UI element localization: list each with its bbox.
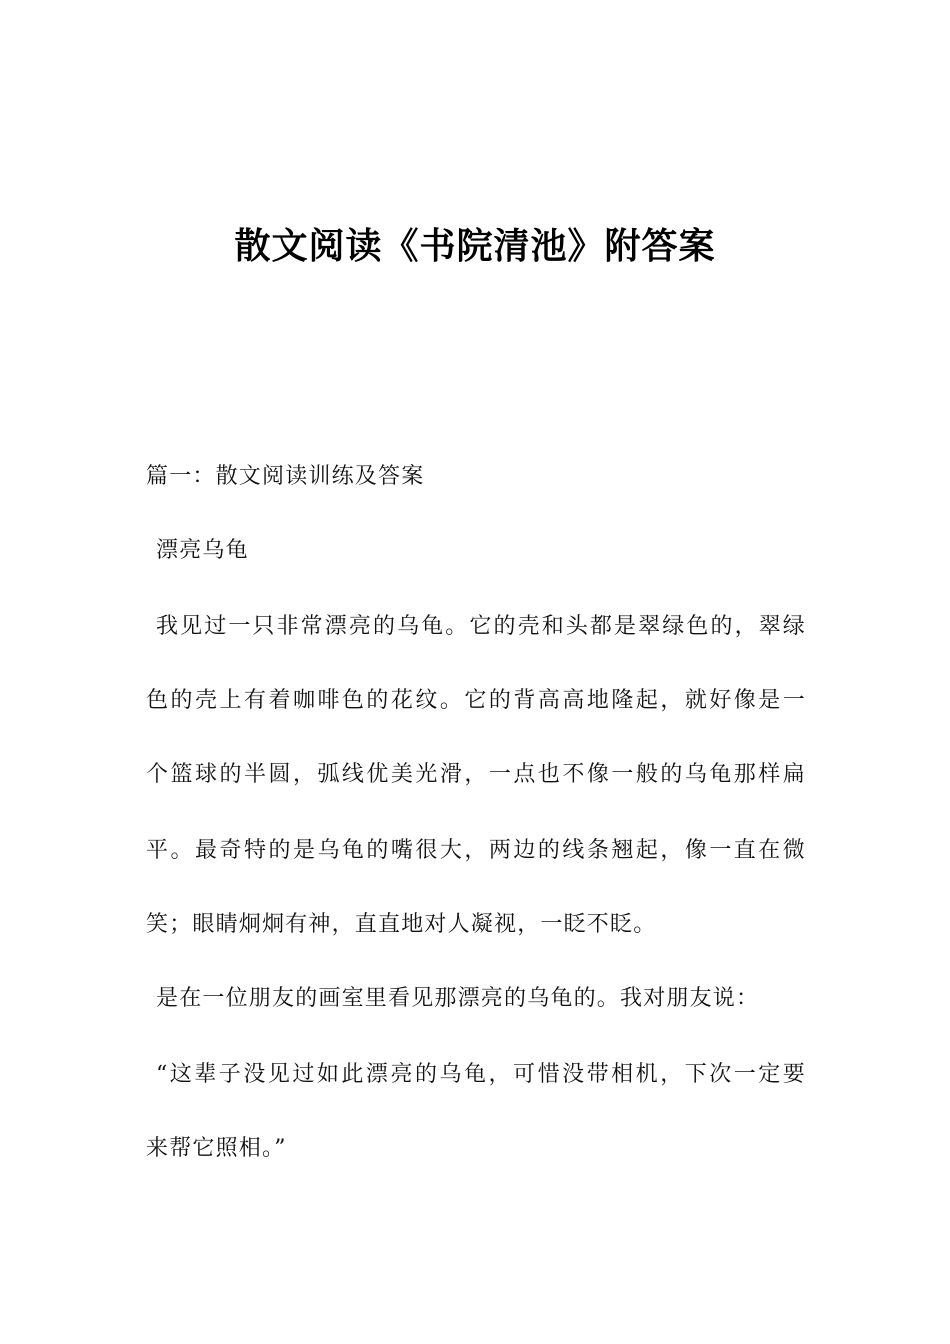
article-subtitle: 漂亮乌龟 xyxy=(156,538,249,563)
paragraph-3-line-1: “这辈子没见过如此漂亮的乌龟，可惜没带相机，下次一定要 xyxy=(156,1062,806,1087)
paragraph-1-line-1: 我见过一只非常漂亮的乌龟。它的壳和头都是翠绿色的，翠绿 xyxy=(156,614,806,639)
paragraph-2-line-1: 是在一位朋友的画室里看见那漂亮的乌龟的。我对朋友说： xyxy=(156,986,760,1011)
document-title: 散文阅读《书院清池》附答案 xyxy=(234,226,716,267)
paragraph-3-line-2: 来帮它照相。” xyxy=(146,1136,287,1161)
paragraph-1-line-5: 笑；眼睛炯炯有神，直直地对人凝视，一眨不眨。 xyxy=(146,912,657,937)
paragraph-1-line-2: 色的壳上有着咖啡色的花纹。它的背高高地隆起，就好像是一 xyxy=(146,688,806,713)
paragraph-1-line-4: 平。最奇特的是乌龟的嘴很大，两边的线条翘起，像一直在微 xyxy=(146,838,806,863)
section-heading: 篇一：散文阅读训练及答案 xyxy=(146,464,425,489)
paragraph-1-line-3: 个篮球的半圆，弧线优美光滑，一点也不像一般的乌龟那样扁 xyxy=(146,762,806,787)
